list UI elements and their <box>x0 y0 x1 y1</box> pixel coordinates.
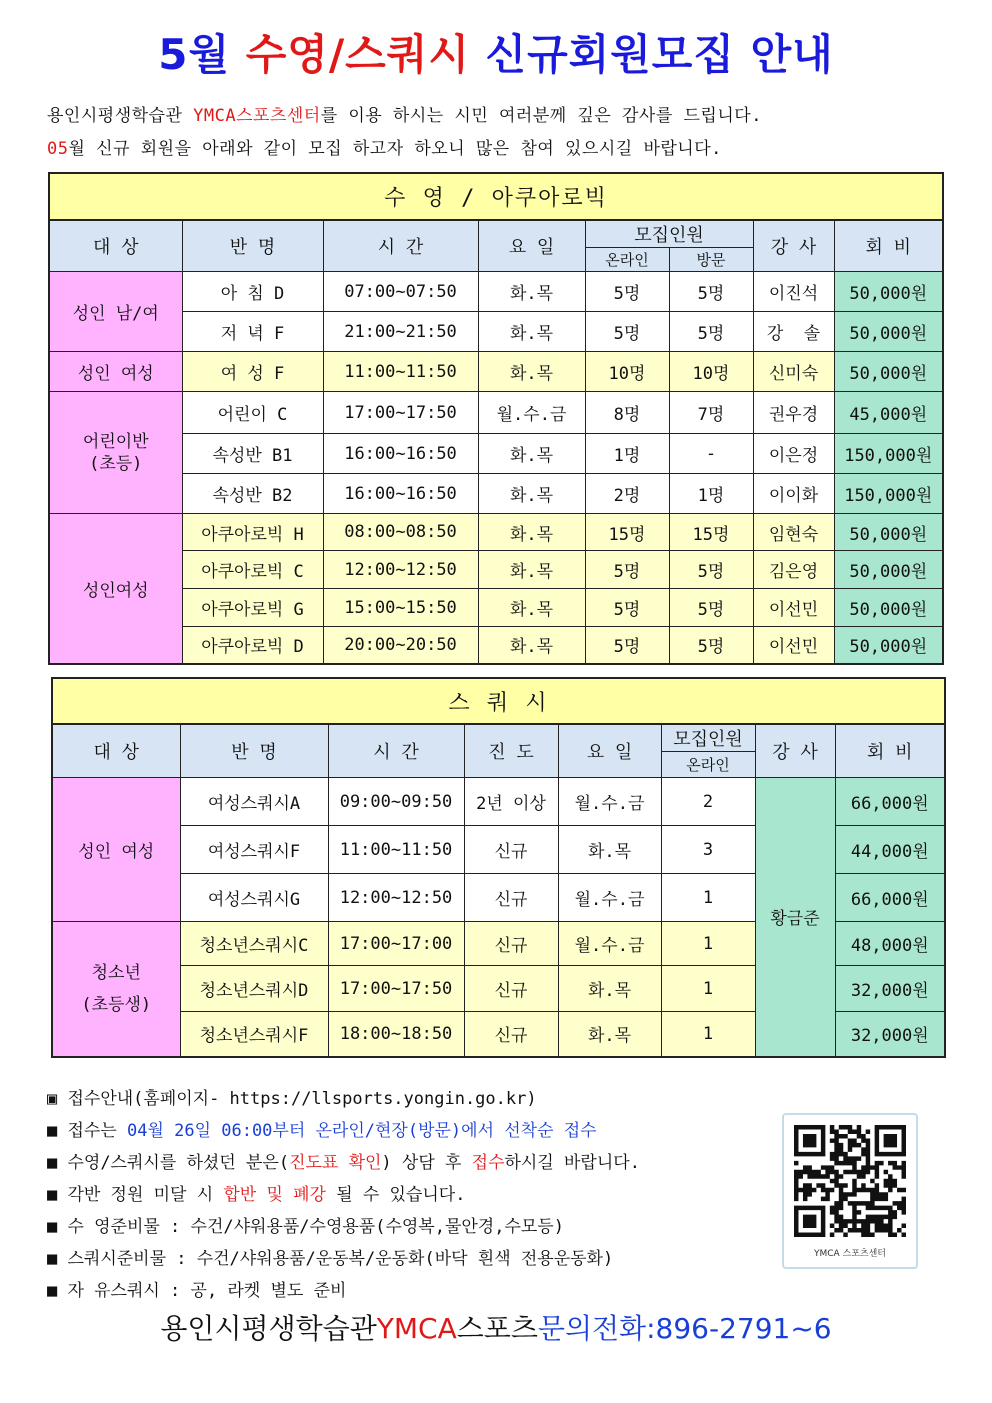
online-cell: 1 <box>661 922 755 966</box>
online-cell: 1 <box>661 966 755 1012</box>
fee-cell: 45,000원 <box>834 392 943 434</box>
class-cell: 아쿠아로빅 H <box>182 514 323 551</box>
class-cell: 여성스쿼시A <box>180 778 328 826</box>
online-cell: 1 <box>661 874 755 922</box>
time-cell: 09:00~09:50 <box>328 778 464 826</box>
table-row <box>49 312 943 352</box>
day-cell: 화.목 <box>478 272 585 312</box>
note-swim-supplies: ■ 수 영준비물 : 수건/샤워용품/수영용품(수영복,물안경,수모등) <box>47 1217 564 1237</box>
day-cell: 월.수.금 <box>558 874 661 922</box>
fee-cell: 50,000원 <box>834 589 943 627</box>
instructor-cell: 김은영 <box>753 551 834 589</box>
table-row <box>49 434 943 474</box>
fee-cell: 66,000원 <box>835 874 945 922</box>
visit-cell: 5명 <box>669 312 753 352</box>
fee-cell: 150,000원 <box>834 474 943 514</box>
instructor-cell: 강 솔 <box>753 312 834 352</box>
class-cell: 여 성 F <box>182 352 323 392</box>
class-cell: 어린이 C <box>182 392 323 434</box>
table-row <box>49 551 943 589</box>
time-cell: 17:00~17:00 <box>328 922 464 966</box>
group-target: 성인 여성 <box>49 352 182 392</box>
header-time: 시 간 <box>323 220 478 272</box>
header-fee: 회 비 <box>834 220 943 272</box>
online-cell: 5명 <box>585 627 669 664</box>
visit-cell: 5명 <box>669 589 753 627</box>
visit-cell: 5명 <box>669 272 753 312</box>
note-class-merge: ■ 각반 정원 미달 시 합반 및 폐강 될 수 있습니다. <box>47 1185 466 1205</box>
header-target: 대 상 <box>52 724 180 778</box>
day-cell: 화.목 <box>558 1012 661 1057</box>
visit-cell: 15명 <box>669 514 753 551</box>
class-cell: 여성스쿼시G <box>180 874 328 922</box>
class-cell: 청소년스쿼시D <box>180 966 328 1012</box>
day-cell: 화.목 <box>478 551 585 589</box>
level-cell: 신규 <box>464 826 558 874</box>
fee-cell: 50,000원 <box>834 352 943 392</box>
time-cell: 11:00~11:50 <box>328 826 464 874</box>
day-cell: 화.목 <box>478 352 585 392</box>
day-cell: 화.목 <box>478 514 585 551</box>
day-cell: 화.목 <box>558 826 661 874</box>
header-day: 요 일 <box>558 724 661 778</box>
header-fee: 회 비 <box>835 724 945 778</box>
level-cell: 신규 <box>464 966 558 1012</box>
fee-cell: 50,000원 <box>834 272 943 312</box>
online-cell: 8명 <box>585 392 669 434</box>
online-cell: 3 <box>661 826 755 874</box>
header-recruit: 모집인원 <box>585 220 753 248</box>
day-cell: 월.수.금 <box>558 922 661 966</box>
fee-cell: 50,000원 <box>834 514 943 551</box>
day-cell: 화.목 <box>478 627 585 664</box>
group-target: 청소년 (초등생) <box>52 922 180 1057</box>
online-cell: 1 <box>661 1012 755 1057</box>
intro-line-1: 용인시평생학습관 YMCA스포츠센터를 이용 하시는 시민 여러분께 깊은 감사를 드립니다. <box>47 106 762 126</box>
table-row <box>49 474 943 514</box>
instructor-cell: 이이화 <box>753 474 834 514</box>
header-day: 요 일 <box>478 220 585 272</box>
class-cell: 아쿠아로빅 D <box>182 627 323 664</box>
online-cell: 10명 <box>585 352 669 392</box>
visit-cell: - <box>669 434 753 474</box>
time-cell: 12:00~12:50 <box>323 551 478 589</box>
note-free-squash: ■ 자 유스쿼시 : 공, 라켓 별도 준비 <box>47 1281 347 1301</box>
day-cell: 월.수.금 <box>558 778 661 826</box>
note-consultation: ■ 수영/스쿼시를 하셨던 분은(진도표 확인) 상담 후 접수하시길 바랍니다. <box>47 1153 640 1173</box>
swim-section-title: 수 영 / 아쿠아로빅 <box>49 173 943 220</box>
instructor-cell: 임현숙 <box>753 514 834 551</box>
class-cell: 속성반 B1 <box>182 434 323 474</box>
instructor-cell: 이은정 <box>753 434 834 474</box>
fee-cell: 32,000원 <box>835 966 945 1012</box>
header-level: 진 도 <box>464 724 558 778</box>
level-cell: 신규 <box>464 922 558 966</box>
instructor-cell: 권우경 <box>753 392 834 434</box>
visit-cell: 5명 <box>669 551 753 589</box>
fee-cell: 44,000원 <box>835 826 945 874</box>
class-cell: 저 녁 F <box>182 312 323 352</box>
fee-cell: 50,000원 <box>834 312 943 352</box>
online-cell: 5명 <box>585 551 669 589</box>
class-cell: 아쿠아로빅 C <box>182 551 323 589</box>
online-cell: 2명 <box>585 474 669 514</box>
header-target: 대 상 <box>49 220 182 272</box>
time-cell: 20:00~20:50 <box>323 627 478 664</box>
visit-cell: 10명 <box>669 352 753 392</box>
time-cell: 18:00~18:50 <box>328 1012 464 1057</box>
table-row <box>49 514 943 551</box>
header-class: 반 명 <box>180 724 328 778</box>
squash-section-title: 스 쿼 시 <box>52 678 945 724</box>
header-instructor: 강 사 <box>753 220 834 272</box>
day-cell: 화.목 <box>478 589 585 627</box>
header-online: 온라인 <box>661 752 755 778</box>
time-cell: 17:00~17:50 <box>328 966 464 1012</box>
group-target: 성인 남/여 <box>49 272 182 352</box>
online-cell: 5명 <box>585 589 669 627</box>
class-cell: 아쿠아로빅 G <box>182 589 323 627</box>
note-registration-date: ■ 접수는 04월 26일 06:00부터 온라인/현장(방문)에서 선착순 접수 <box>47 1121 597 1141</box>
squash-table <box>51 677 946 1058</box>
time-cell: 11:00~11:50 <box>323 352 478 392</box>
group-target: 성인여성 <box>49 514 182 664</box>
level-cell: 신규 <box>464 1012 558 1057</box>
header-instructor: 강 사 <box>755 724 835 778</box>
time-cell: 15:00~15:50 <box>323 589 478 627</box>
contact-footer: 용인시평생학습관YMCA스포츠문의전화:896-2791~6 <box>160 1312 832 1345</box>
time-cell: 07:00~07:50 <box>323 272 478 312</box>
fee-cell: 50,000원 <box>834 551 943 589</box>
day-cell: 화.목 <box>478 434 585 474</box>
qr-code-icon <box>794 1125 906 1237</box>
time-cell: 08:00~08:50 <box>323 514 478 551</box>
level-cell: 신규 <box>464 874 558 922</box>
table-row <box>49 627 943 664</box>
table-row <box>52 778 945 826</box>
class-cell: 청소년스쿼시C <box>180 922 328 966</box>
instructor-cell: 이진석 <box>753 272 834 312</box>
fee-cell: 32,000원 <box>835 1012 945 1057</box>
note-registration-info: ▣ 접수안내(홈페이지- https://llsports.yongin.go.kr) <box>47 1089 537 1109</box>
online-cell: 1명 <box>585 434 669 474</box>
class-cell: 아 침 D <box>182 272 323 312</box>
header-online: 온라인 <box>585 248 669 272</box>
header-time: 시 간 <box>328 724 464 778</box>
time-cell: 16:00~16:50 <box>323 434 478 474</box>
online-cell: 5명 <box>585 312 669 352</box>
visit-cell: 1명 <box>669 474 753 514</box>
instructor-cell: 이선민 <box>753 589 834 627</box>
time-cell: 21:00~21:50 <box>323 312 478 352</box>
class-cell: 청소년스쿼시F <box>180 1012 328 1057</box>
table-row <box>49 589 943 627</box>
table-row <box>49 352 943 392</box>
group-target: 성인 여성 <box>52 778 180 922</box>
qr-caption: YMCA 스포츠센터 <box>813 1249 887 1259</box>
note-squash-supplies: ■ 스쿼시준비물 : 수건/샤워용품/운동복/운동화(바닥 흰색 전용운동화) <box>47 1249 614 1269</box>
day-cell: 화.목 <box>478 312 585 352</box>
class-cell: 여성스쿼시F <box>180 826 328 874</box>
visit-cell: 7명 <box>669 392 753 434</box>
fee-cell: 50,000원 <box>834 627 943 664</box>
day-cell: 화.목 <box>558 966 661 1012</box>
header-class: 반 명 <box>182 220 323 272</box>
online-cell: 5명 <box>585 272 669 312</box>
group-target: 어린이반 (초등) <box>49 392 182 514</box>
instructor-cell: 이선민 <box>753 627 834 664</box>
header-recruit: 모집인원 <box>661 724 755 752</box>
intro-line-2: 05월 신규 회원을 아래와 같이 모집 하고자 하오니 많은 참여 있으시길 바랍니다. <box>47 139 722 159</box>
fee-cell: 150,000원 <box>834 434 943 474</box>
qr-code[interactable] <box>782 1113 918 1269</box>
instructor-cell: 신미숙 <box>753 352 834 392</box>
time-cell: 17:00~17:50 <box>323 392 478 434</box>
fee-cell: 66,000원 <box>835 778 945 826</box>
class-cell: 속성반 B2 <box>182 474 323 514</box>
header-visit: 방문 <box>669 248 753 272</box>
time-cell: 16:00~16:50 <box>323 474 478 514</box>
online-cell: 15명 <box>585 514 669 551</box>
table-row <box>49 392 943 434</box>
page-title: 5월 수영/스쿼시 신규회원모집 안내 <box>158 30 834 79</box>
visit-cell: 5명 <box>669 627 753 664</box>
instructor-cell: 황금준 <box>755 778 835 1057</box>
table-row <box>49 272 943 312</box>
notes-list <box>47 1083 640 1307</box>
day-cell: 화.목 <box>478 474 585 514</box>
fee-cell: 48,000원 <box>835 922 945 966</box>
level-cell: 2년 이상 <box>464 778 558 826</box>
swim-table <box>48 172 944 665</box>
online-cell: 2 <box>661 778 755 826</box>
day-cell: 월.수.금 <box>478 392 585 434</box>
time-cell: 12:00~12:50 <box>328 874 464 922</box>
